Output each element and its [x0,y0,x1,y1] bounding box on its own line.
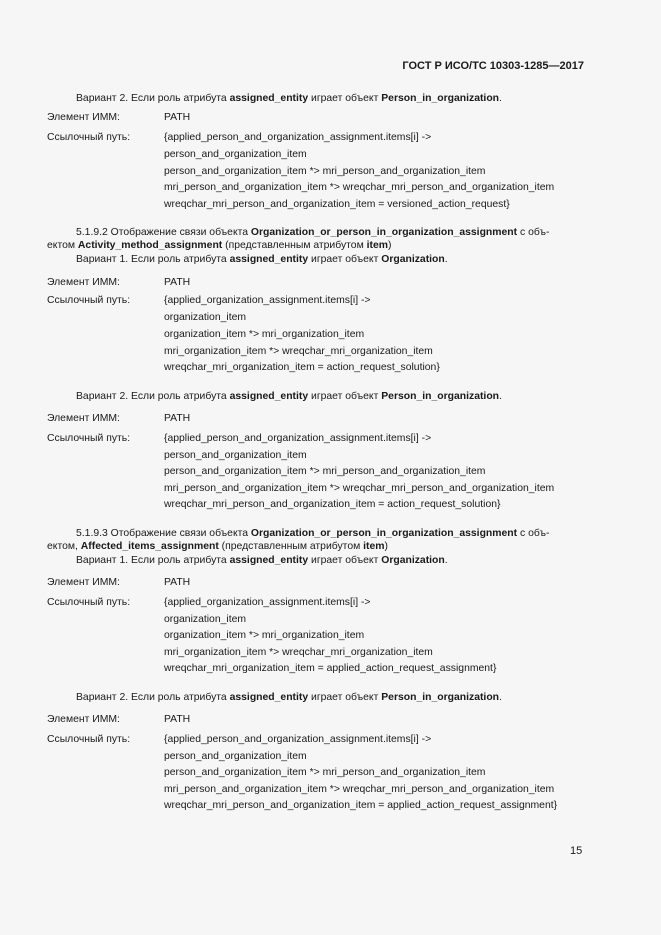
path-line: {applied_person_and_organization_assignment.items[i] -> [164,132,432,143]
path-line: organization_item *> mri_organization_item [164,630,365,641]
path-line: mri_person_and_organization_item *> wreqchar_mri_person_and_organization_item [164,784,555,795]
path-line: {applied_person_and_organization_assignment.items[i] -> [164,433,432,444]
path-line: {applied_organization_assignment.items[i] -> [164,295,371,306]
path-line: organization_item [164,614,247,625]
path-line: wreqchar_mri_person_and_organization_item = applied_action_request_assignment} [164,800,558,811]
path-line: mri_organization_item *> wreqchar_mri_organization_item [164,647,433,658]
variant-heading: Вариант 1. Если роль атрибута assigned_entity играет объект Organization. [76,555,448,566]
clause-heading-cont: ектом, Affected_items_assignment (представленным атрибутом item) [47,541,388,552]
element-value: PATH [164,714,191,725]
path-line: wreqchar_mri_organization_item = action_request_solution} [164,362,440,373]
clause-heading: 5.1.9.3 Отображение связи объекта Organization_or_person_in_organization_assignment с объ- [76,528,550,539]
ref-path-label: Ссылочный путь: [47,597,131,608]
element-value: PATH [164,277,191,288]
element-value: PATH [164,577,191,588]
clause-heading: 5.1.9.2 Отображение связи объекта Organization_or_person_in_organization_assignment с объ- [76,227,550,238]
element-label: Элемент ИММ: [47,277,120,288]
element-value: PATH [164,413,191,424]
path-line: person_and_organization_item *> mri_person_and_organization_item [164,767,486,778]
path-line: mri_person_and_organization_item *> wreqchar_mri_person_and_organization_item [164,483,555,494]
ref-path-label: Ссылочный путь: [47,295,131,306]
path-line: mri_organization_item *> wreqchar_mri_organization_item [164,346,433,357]
element-value: PATH [164,112,191,123]
path-line: person_and_organization_item [164,751,307,762]
path-line: organization_item *> mri_organization_item [164,329,365,340]
path-line: mri_person_and_organization_item *> wreqchar_mri_person_and_organization_item [164,182,555,193]
element-label: Элемент ИММ: [47,413,120,424]
path-line: person_and_organization_item *> mri_person_and_organization_item [164,166,486,177]
path-line: {applied_organization_assignment.items[i] -> [164,597,371,608]
variant-heading: Вариант 1. Если роль атрибута assigned_entity играет объект Organization. [76,254,448,265]
document-header: ГОСТ Р ИСО/ТС 10303-1285—2017 [402,60,584,72]
element-label: Элемент ИММ: [47,112,120,123]
page-number: 15 [570,845,583,857]
path-line: person_and_organization_item *> mri_person_and_organization_item [164,466,486,477]
path-line: {applied_person_and_organization_assignment.items[i] -> [164,734,432,745]
element-label: Элемент ИММ: [47,714,120,725]
path-line: organization_item [164,312,247,323]
variant-heading: Вариант 2. Если роль атрибута assigned_entity играет объект Person_in_organization. [76,692,502,703]
path-line: wreqchar_mri_organization_item = applied_action_request_assignment} [164,663,497,674]
ref-path-label: Ссылочный путь: [47,132,131,143]
path-line: person_and_organization_item [164,149,307,160]
ref-path-label: Ссылочный путь: [47,433,131,444]
clause-heading-cont: ектом Activity_method_assignment (представленным атрибутом item) [47,240,392,251]
variant-heading: Вариант 2. Если роль атрибута assigned_entity играет объект Person_in_organization. [76,93,502,104]
ref-path-label: Ссылочный путь: [47,734,131,745]
element-label: Элемент ИММ: [47,577,120,588]
path-line: wreqchar_mri_person_and_organization_item = action_request_solution} [164,499,501,510]
variant-heading: Вариант 2. Если роль атрибута assigned_entity играет объект Person_in_organization. [76,391,502,402]
path-line: person_and_organization_item [164,450,307,461]
path-line: wreqchar_mri_person_and_organization_item = versioned_action_request} [164,199,510,210]
